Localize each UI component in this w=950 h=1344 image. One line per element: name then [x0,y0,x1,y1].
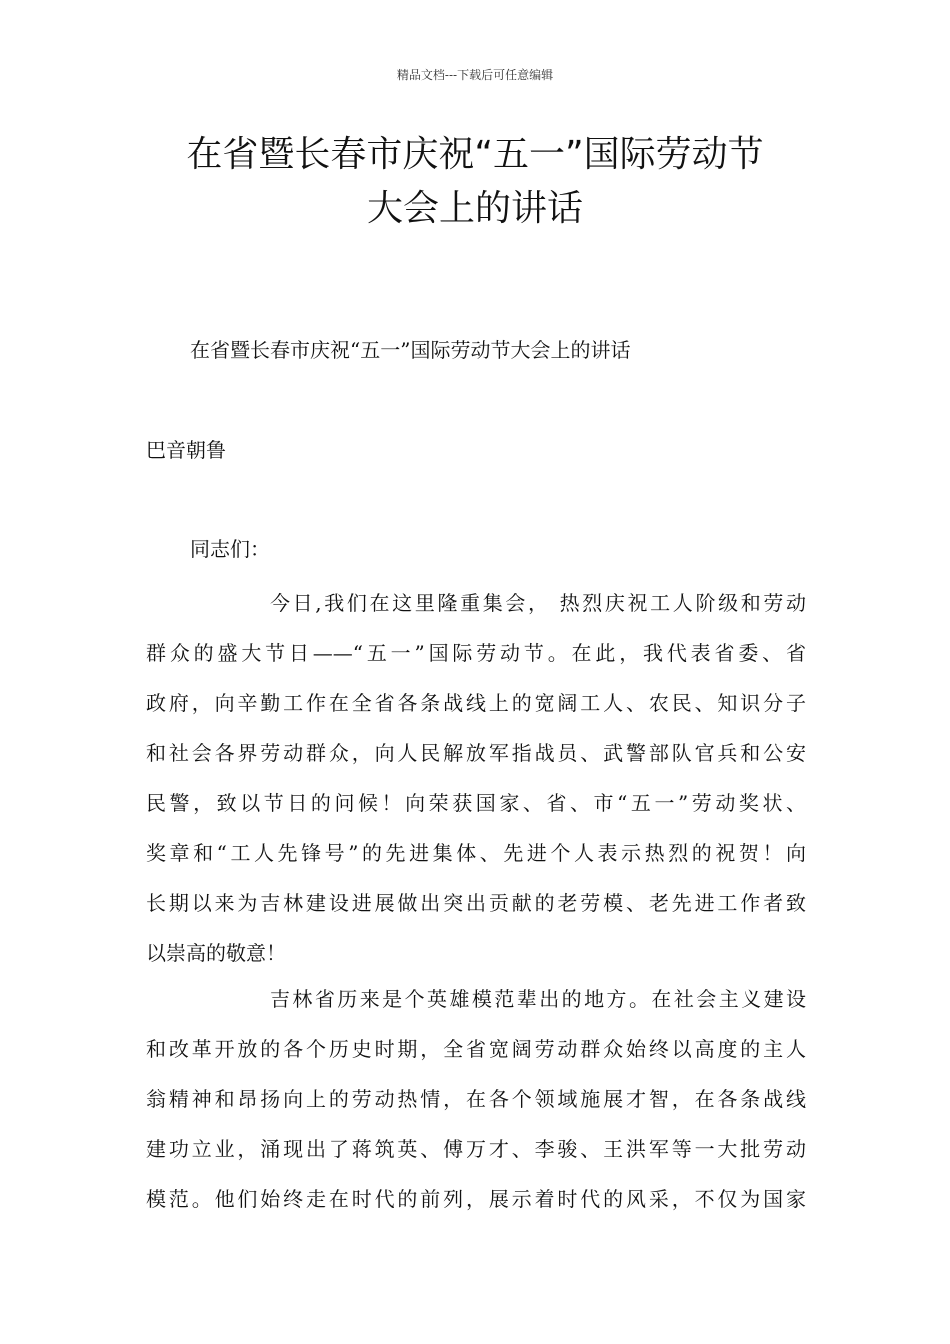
document-title [100,128,850,236]
paragraph-line: 长期以来为吉林建设进展做出突出贡献的老劳模、老先进工作者致 [146,891,806,915]
paragraph-line: 奖章和“工人先锋号”的先进集体、先进个人表示热烈的祝贺！向 [146,841,806,865]
paragraph-line: 模范。他们始终走在时代的前列，展示着时代的风采，不仅为国家 [146,1187,806,1211]
paragraph-line: 民警，致以节日的问候！向荣获国家、省、市“五一”劳动奖状、 [146,791,806,815]
paragraph-line: 翁精神和昂扬向上的劳动热情，在各个领域施展才智，在各条战线 [146,1087,806,1111]
page-header: 精品文档---下载后可任意编辑 [396,68,554,82]
greeting: 同志们： [190,537,270,561]
paragraph-2 [146,974,806,1224]
author-name: 巴音朝鲁 [146,438,226,462]
paragraph-1 [146,578,806,978]
title-line-1: 在省暨长春市庆祝“五一”国际劳动节 [186,134,764,175]
title-line-2: 大会上的讲话 [366,188,583,229]
paragraph-line: 政府，向辛勤工作在全省各条战线上的宽阔工人、农民、知识分子 [146,691,806,715]
paragraph-line: 和社会各界劳动群众，向人民解放军指战员、武警部队官兵和公安 [146,741,806,765]
speech-subtitle: 在省暨长春市庆祝“五一”国际劳动节大会上的讲话 [190,338,631,362]
paragraph-line: 建功立业，涌现出了蒋筑英、傅万才、李骏、王洪军等一大批劳动 [146,1137,806,1161]
paragraph-line: 吉林省历来是个英雄模范辈出的地方。在社会主义建设 [270,987,806,1011]
paragraph-line: 和改革开放的各个历史时期，全省宽阔劳动群众始终以高度的主人 [146,1037,806,1061]
paragraph-line: 今日,我们在这里隆重集会， 热烈庆祝工人阶级和劳动 [270,591,806,615]
paragraph-line: 以崇高的敬意！ [146,941,286,965]
paragraph-line: 群众的盛大节日——“五一”国际劳动节。在此，我代表省委、省 [146,641,806,665]
